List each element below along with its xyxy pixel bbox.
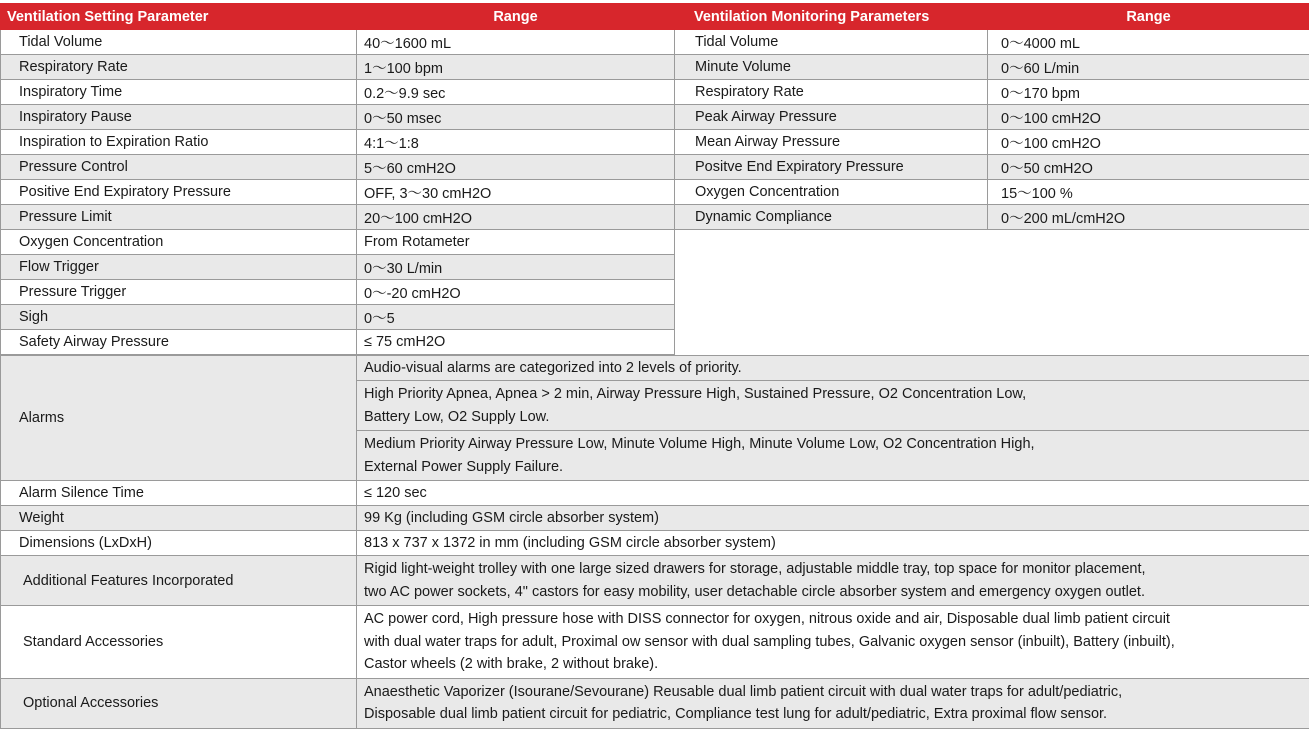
table-row	[1, 80, 675, 105]
table-row	[1, 230, 675, 255]
spec-line: 813 x 737 x 1372 in mm (including GSM circle absorber system)	[364, 535, 776, 551]
param-label: Inspiration to Expiration Ratio	[1, 130, 357, 155]
table-row	[675, 130, 1309, 155]
param-range: 0〜100 cmH2O	[988, 105, 1309, 130]
table-row	[675, 80, 1309, 105]
param-label: Safety Airway Pressure	[1, 330, 357, 355]
param-label: Inspiratory Pause	[1, 105, 357, 130]
table-row	[1, 180, 675, 205]
param-range: 0〜4000 mL	[988, 30, 1309, 55]
param-range: 4:1〜1:8	[357, 130, 675, 155]
table-row	[675, 155, 1309, 180]
param-range: 0〜200 mL/cmH2O	[988, 205, 1309, 230]
param-range: 0〜60 L/min	[988, 55, 1309, 80]
spec-label: Weight	[1, 506, 357, 531]
spec-value	[357, 531, 1309, 556]
setting-range-header: Range	[357, 4, 675, 30]
param-range: ≤ 75 cmH2O	[357, 330, 675, 355]
alarms-medium-priority	[357, 431, 1309, 481]
table-row	[1, 556, 1309, 606]
spec-line: Castor wheels (2 with brake, 2 without brake).	[364, 656, 659, 672]
table-row	[675, 55, 1309, 80]
spec-line: Disposable dual limb patient circuit for pediatric, Compliance test lung for adult/pediatric, Extra proximal flow sensor.	[364, 706, 1108, 722]
param-label: Oxygen Concentration	[675, 180, 988, 205]
param-range: 0〜30 L/min	[357, 255, 675, 280]
param-label: Pressure Control	[1, 155, 357, 180]
spec-value	[357, 556, 1309, 606]
table-row	[1, 155, 675, 180]
alarms-line: Audio-visual alarms are categorized into 2 levels of priority.	[364, 360, 742, 376]
setting-table-header	[1, 4, 675, 30]
ventilation-monitoring-table	[674, 3, 1309, 230]
table-row	[1, 531, 1309, 556]
monitoring-param-header: Ventilation Monitoring Parameters	[675, 4, 988, 30]
param-range: 0〜100 cmH2O	[988, 130, 1309, 155]
table-row	[1, 255, 675, 280]
param-range: From Rotameter	[357, 230, 675, 255]
spec-line: AC power cord, High pressure hose with DISS connector for oxygen, nitrous oxide and air, Disposable dual limb patient circuit	[364, 611, 1170, 627]
table-row	[1, 280, 675, 305]
table-row	[1, 105, 675, 130]
spec-line: 99 Kg (including GSM circle absorber system)	[364, 510, 659, 526]
alarms-row	[1, 356, 1309, 381]
param-label: Pressure Trigger	[1, 280, 357, 305]
table-row	[1, 305, 675, 330]
param-label: Respiratory Rate	[1, 55, 357, 80]
table-row	[675, 205, 1309, 230]
param-label: Respiratory Rate	[675, 80, 988, 105]
param-range: 0〜50 cmH2O	[988, 155, 1309, 180]
table-row	[1, 205, 675, 230]
spec-value	[357, 606, 1309, 679]
table-row	[675, 30, 1309, 55]
param-range: 40〜1600 mL	[357, 30, 675, 55]
param-range: 0〜5	[357, 305, 675, 330]
param-label: Peak Airway Pressure	[675, 105, 988, 130]
alarms-intro	[357, 356, 1309, 381]
param-label: Flow Trigger	[1, 255, 357, 280]
param-label: Dynamic Compliance	[675, 205, 988, 230]
table-row	[1, 481, 1309, 506]
spec-line: ≤ 120 sec	[364, 485, 427, 501]
param-label: Oxygen Concentration	[1, 230, 357, 255]
alarms-line: Battery Low, O2 Supply Low.	[364, 408, 550, 425]
param-label: Mean Airway Pressure	[675, 130, 988, 155]
monitoring-table-header	[675, 4, 1309, 30]
param-range: 0〜-20 cmH2O	[357, 280, 675, 305]
alarms-high-priority	[357, 381, 1309, 431]
table-row	[1, 55, 675, 80]
table-row	[1, 606, 1309, 679]
spec-line: two AC power sockets, 4" castors for easy mobility, user detachable circle absorber system and emergency oxygen outlet.	[364, 583, 1145, 600]
monitoring-range-header: Range	[988, 4, 1309, 30]
param-label: Positive End Expiratory Pressure	[1, 180, 357, 205]
spec-label: Dimensions (LxDxH)	[1, 531, 357, 556]
param-range: 0〜50 msec	[357, 105, 675, 130]
param-label: Pressure Limit	[1, 205, 357, 230]
param-label: Tidal Volume	[675, 30, 988, 55]
spec-value	[357, 481, 1309, 506]
spec-label: Alarm Silence Time	[1, 481, 357, 506]
param-label: Sigh	[1, 305, 357, 330]
specifications-table	[0, 355, 1309, 729]
param-label: Tidal Volume	[1, 30, 357, 55]
param-range: OFF, 3〜30 cmH2O	[357, 180, 675, 205]
alarms-line: External Power Supply Failure.	[364, 458, 564, 475]
setting-param-header: Ventilation Setting Parameter	[1, 4, 357, 30]
table-row	[1, 130, 675, 155]
table-row	[1, 30, 675, 55]
table-row	[1, 506, 1309, 531]
alarms-line: High Priority Apnea, Apnea > 2 min, Airway Pressure High, Sustained Pressure, O2 Concentration Low,	[364, 386, 1027, 402]
ventilation-setting-table	[0, 3, 675, 355]
param-range: 0〜170 bpm	[988, 80, 1309, 105]
spec-label: Additional Features Incorporated	[1, 556, 357, 606]
spec-value	[357, 678, 1309, 728]
param-range: 15〜100 %	[988, 180, 1309, 205]
spec-line: Anaesthetic Vaporizer (Isourane/Sevourane) Reusable dual limb patient circuit with dual water traps for adult/pediatric,	[364, 683, 1123, 700]
table-row	[675, 180, 1309, 205]
param-range: 20〜100 cmH2O	[357, 205, 675, 230]
param-range: 1〜100 bpm	[357, 55, 675, 80]
spec-value	[357, 506, 1309, 531]
param-range: 0.2〜9.9 sec	[357, 80, 675, 105]
table-row	[1, 330, 675, 355]
table-row	[675, 105, 1309, 130]
spec-line: Rigid light-weight trolley with one large sized drawers for storage, adjustable middle tray, top space for monitor placement,	[364, 561, 1146, 577]
spec-line: with dual water traps for adult, Proximal ow sensor with dual sampling tubes, Galvanic oxygen sensor (inbuilt), Battery (inbuilt),	[364, 633, 1175, 650]
spec-label: Standard Accessories	[1, 606, 357, 679]
param-range: 5〜60 cmH2O	[357, 155, 675, 180]
alarms-line: Medium Priority Airway Pressure Low, Minute Volume High, Minute Volume Low, O2 Concentration High,	[364, 436, 1035, 452]
param-label: Positve End Expiratory Pressure	[675, 155, 988, 180]
table-row	[1, 678, 1309, 728]
param-label: Minute Volume	[675, 55, 988, 80]
param-label: Inspiratory Time	[1, 80, 357, 105]
alarms-label: Alarms	[1, 356, 357, 481]
spec-label: Optional Accessories	[1, 678, 357, 728]
